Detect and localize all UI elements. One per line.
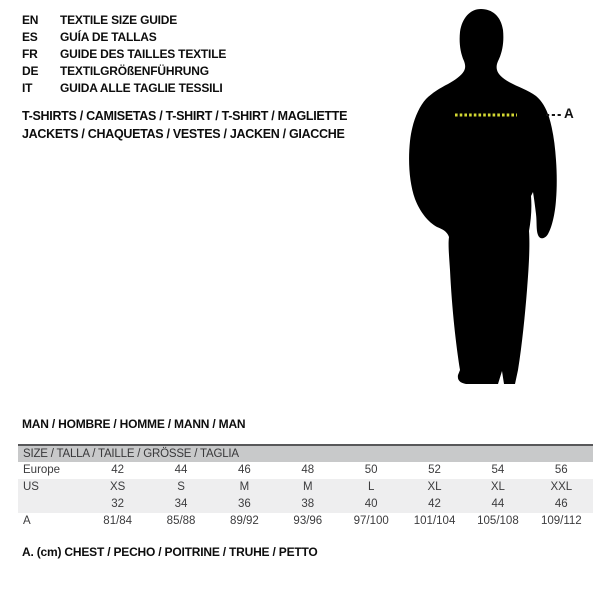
size-value: 44: [491, 498, 505, 510]
size-value: XXL: [550, 481, 573, 493]
category-heading: [22, 107, 347, 143]
language-row: [22, 80, 226, 97]
row-label: A: [23, 515, 31, 527]
size-value: 50: [364, 464, 378, 476]
language-label: TEXTILE SIZE GUIDE: [60, 13, 178, 27]
size-value: 52: [428, 464, 441, 476]
size-value: 42: [111, 464, 125, 476]
size-table-body: [18, 462, 593, 530]
language-row: [22, 12, 226, 29]
size-value: 85/88: [166, 515, 196, 527]
language-label: GUÍA DE TALLAS: [60, 30, 157, 44]
size-value: 32: [111, 498, 125, 510]
size-value: XL: [427, 481, 442, 493]
table-row: [18, 479, 593, 496]
language-code: DE: [22, 64, 39, 78]
category-line: JACKETS / CHAQUETAS / VESTES / JACKEN / GIACCHE: [22, 127, 345, 141]
size-value: 38: [301, 498, 315, 510]
size-value: XL: [490, 481, 505, 493]
section-heading: MAN / HOMBRE / HOMME / MANN / MAN: [22, 417, 246, 431]
language-code: EN: [22, 13, 39, 27]
language-code: ES: [22, 30, 38, 44]
row-label: Europe: [23, 464, 61, 476]
table-row: [18, 496, 593, 513]
size-value: 48: [301, 464, 315, 476]
size-value: XS: [110, 481, 126, 493]
size-value: 81/84: [103, 515, 133, 527]
size-value: 44: [174, 464, 188, 476]
row-label: [18, 496, 86, 513]
size-value: 34: [174, 498, 188, 510]
measurement-label-a: A: [564, 106, 574, 121]
size-value: 40: [364, 498, 378, 510]
language-row: [22, 29, 226, 46]
size-value: 109/112: [540, 515, 582, 527]
size-value: 54: [491, 464, 505, 476]
language-row: [22, 63, 226, 80]
size-value: 93/96: [293, 515, 323, 527]
row-label: US: [23, 481, 39, 493]
size-table: [18, 444, 593, 530]
language-label: GUIDE DES TAILLES TEXTILE: [60, 47, 227, 61]
category-line: T-SHIRTS / CAMISETAS / T-SHIRT / T-SHIRT / MAGLIETTE: [22, 109, 348, 123]
language-row: [22, 46, 226, 63]
measurement-figure: [400, 0, 600, 400]
size-value: 101/104: [413, 515, 456, 527]
measurement-footnote: A. (cm) CHEST / PECHO / POITRINE / TRUHE / PETTO: [22, 545, 318, 559]
table-row: [18, 513, 593, 530]
size-value: 42: [428, 498, 441, 510]
size-value: 56: [554, 464, 568, 476]
size-value: 46: [238, 464, 251, 476]
language-list: [22, 12, 226, 97]
size-value: M: [303, 481, 313, 493]
size-value: M: [239, 481, 250, 493]
man-silhouette-figure: [400, 0, 600, 400]
size-value: 46: [554, 498, 568, 510]
size-value: 105/108: [477, 515, 519, 527]
man-silhouette-shape: [409, 9, 557, 384]
size-value: L: [367, 481, 375, 493]
language-label: GUIDA ALLE TAGLIE TESSILI: [60, 81, 223, 95]
size-value: 89/92: [230, 515, 259, 527]
table-row: [18, 462, 593, 479]
language-label: TEXTILGRÖßENFÜHRUNG: [60, 64, 209, 78]
size-value: 36: [238, 498, 251, 510]
language-code: FR: [22, 47, 38, 61]
size-table-header: SIZE / TALLA / TAILLE / GRÖSSE / TAGLIA: [18, 446, 593, 462]
size-value: 97/100: [353, 515, 389, 527]
language-code: IT: [22, 81, 33, 95]
size-value: S: [177, 481, 185, 493]
